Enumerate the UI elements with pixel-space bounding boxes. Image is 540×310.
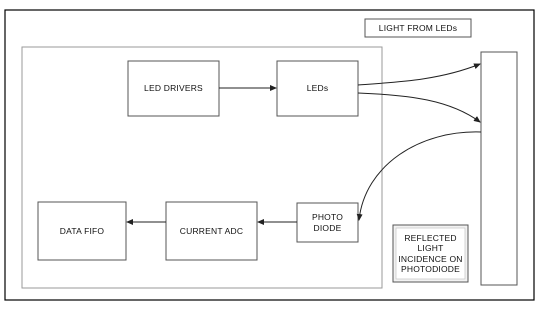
reflector-surface	[481, 52, 517, 285]
light-from-leds-label: LIGHT FROM LEDs	[378, 22, 458, 33]
led-drivers-label: LED DRIVERS	[144, 83, 203, 93]
arrow-leds-light-upper	[358, 64, 480, 85]
reflected-light-label: REFLECTED LIGHT INCIDENCE ON PHOTODIODE	[398, 232, 463, 274]
arrow-reflected-to-photodiode	[359, 132, 481, 220]
current-adc-label: CURRENT ADC	[179, 225, 244, 236]
data-fifo-label: DATA FIFO	[59, 225, 105, 236]
photo-diode-label: PHOTO DIODE	[311, 211, 344, 233]
leds-label: LEDs	[306, 83, 329, 93]
arrow-leds-light-lower	[358, 93, 480, 122]
